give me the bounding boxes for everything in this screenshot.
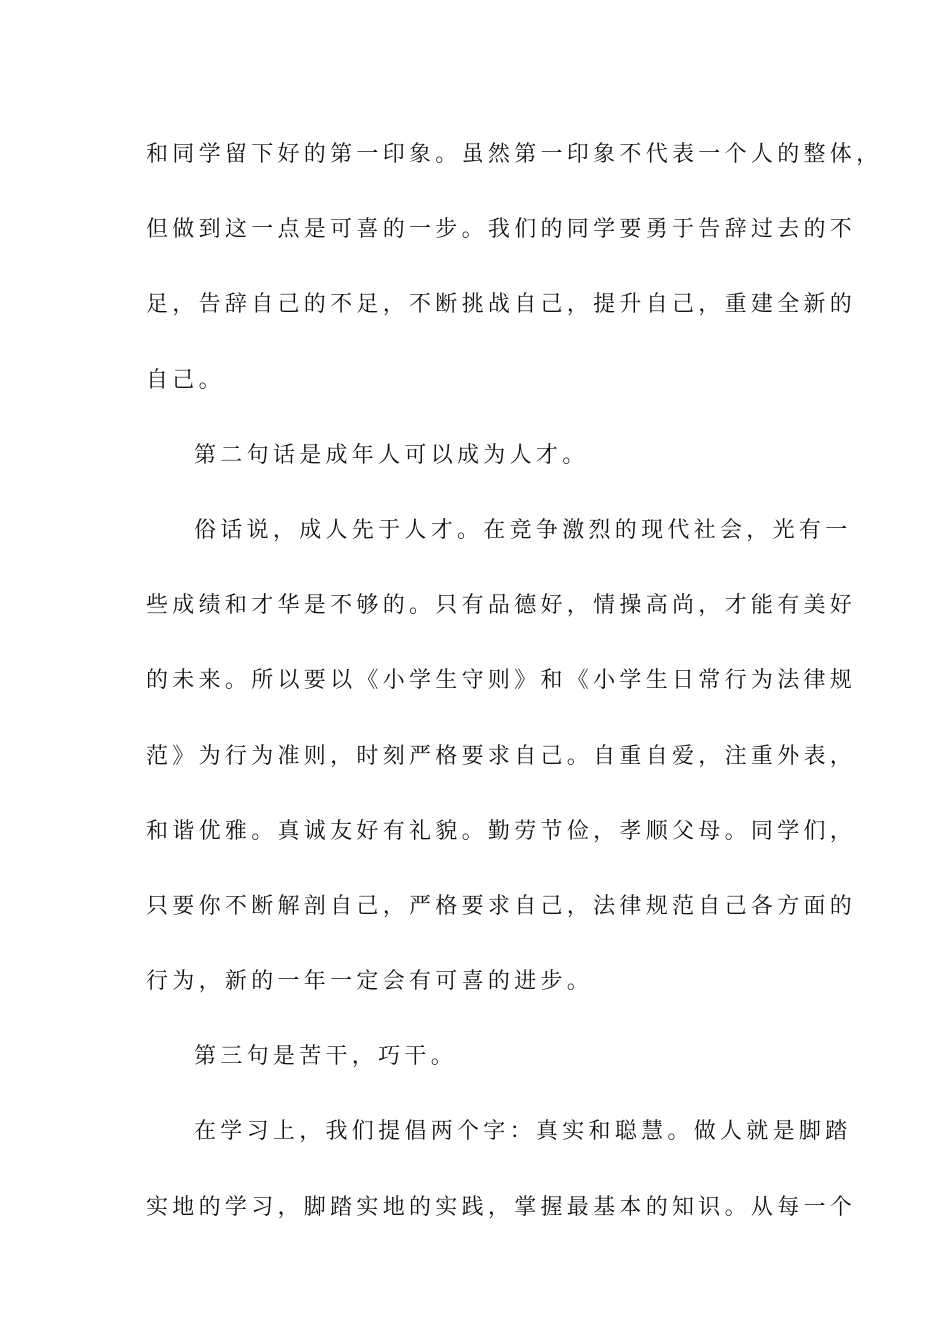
text-line: 些成绩和才华是不够的。只有品德好，情操高尚，才能有美好 xyxy=(146,593,857,619)
paragraph-heading: 第三句是苦干，巧干。 xyxy=(194,1044,458,1070)
text-line: 但做到这一点是可喜的一步。我们的同学要勇于告辞过去的不 xyxy=(146,217,857,243)
text-line: 实地的学习，脚踏实地的实践，掌握最基本的知识。从每一个 xyxy=(146,1194,857,1220)
text-line: 足，告辞自己的不足，不断挑战自己，提升自己，重建全新的 xyxy=(146,292,857,318)
paragraph-heading: 第二句话是成年人可以成为人才。 xyxy=(194,442,589,468)
text-line: 自己。 xyxy=(146,367,225,393)
text-line: 在学习上，我们提倡两个字：真实和聪慧。做人就是脚踏 xyxy=(194,1119,852,1145)
text-line: 行为，新的一年一定会有可喜的进步。 xyxy=(146,969,594,995)
text-line: 和谐优雅。真诚友好有礼貌。勤劳节俭，孝顺父母。同学们， xyxy=(146,818,857,844)
text-line: 只要你不断解剖自己，严格要求自己，法律规范自己各方面的 xyxy=(146,893,857,919)
text-line: 的未来。所以要以《小学生守则》和《小学生日常行为法律规 xyxy=(146,668,857,694)
body-text xyxy=(146,127,883,1255)
text-line: 和同学留下好的第一印象。虽然第一印象不代表一个人的整体， xyxy=(146,142,883,167)
text-line: 范》为行为准则，时刻严格要求自己。自重自爱，注重外表， xyxy=(146,743,857,769)
text-line: 俗话说，成人先于人才。在竞争激烈的现代社会，光有一 xyxy=(194,517,852,543)
